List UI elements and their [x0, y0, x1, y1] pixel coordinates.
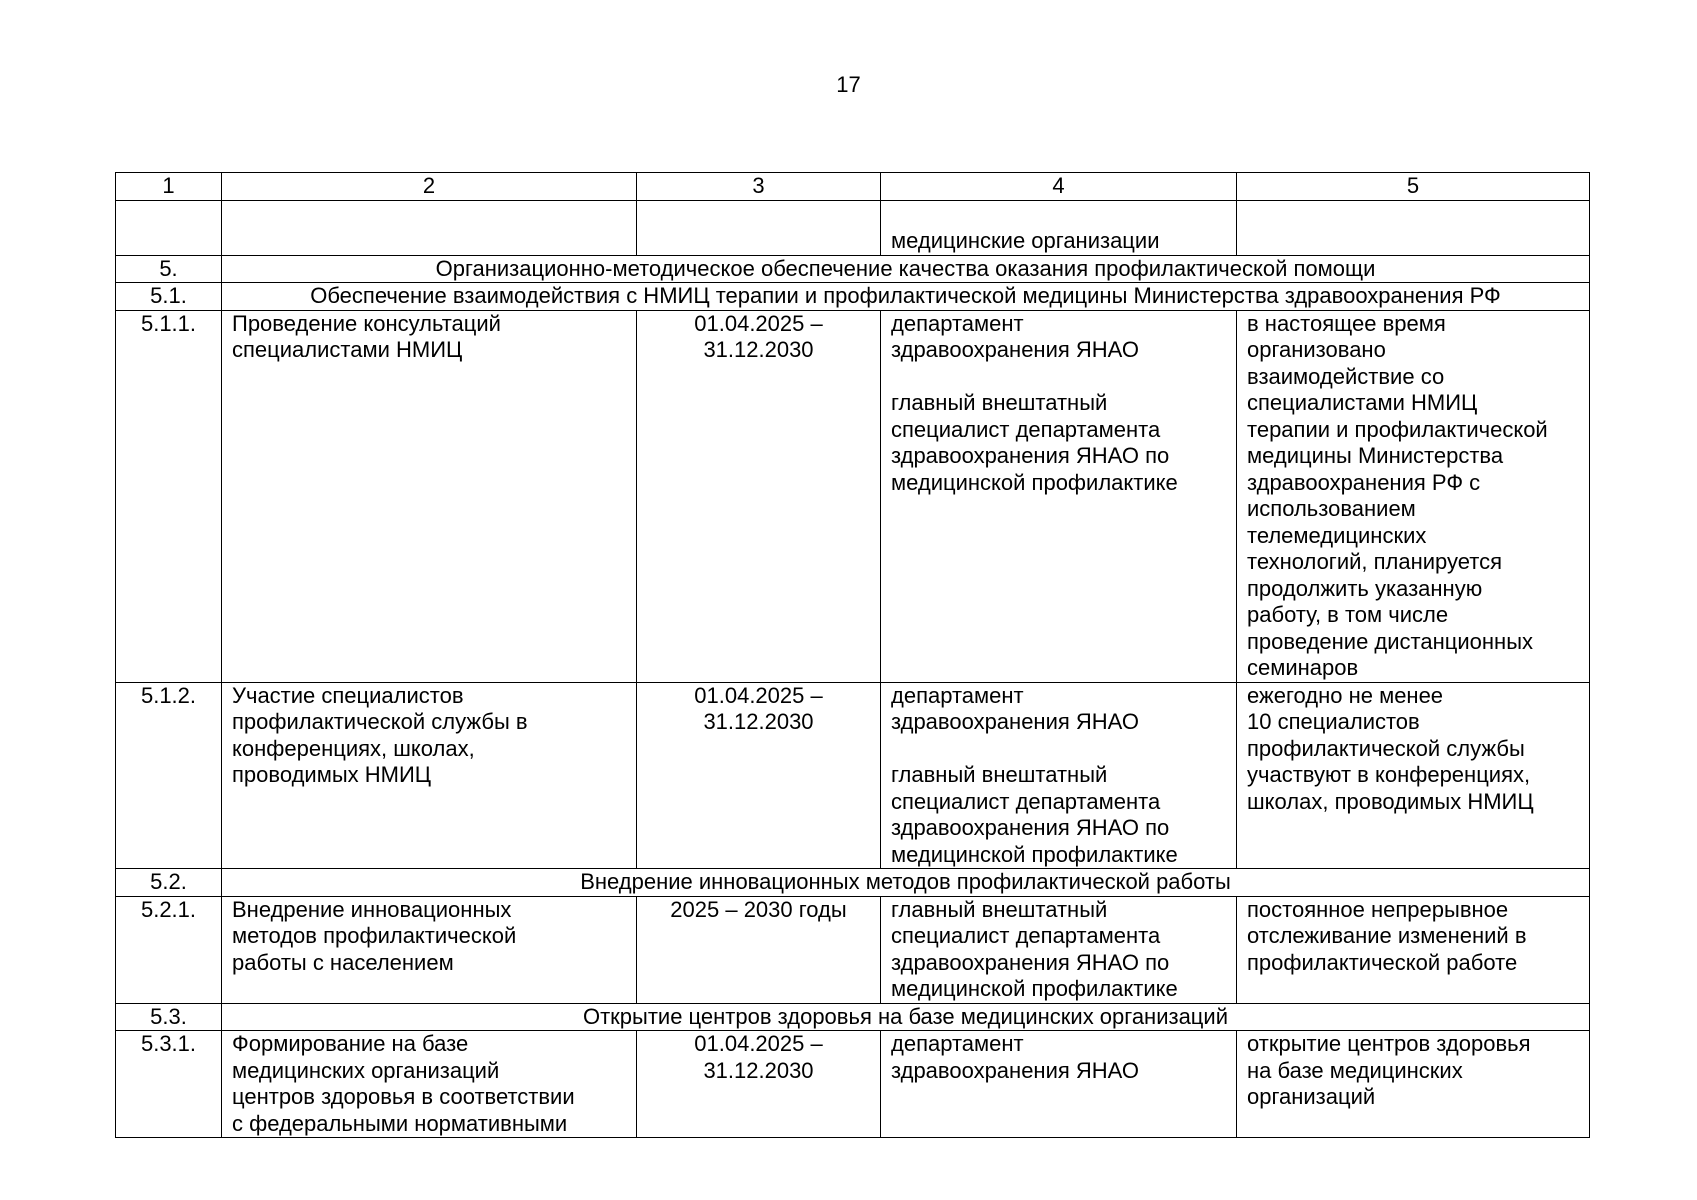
- measure-line: Формирование на базе: [232, 1031, 469, 1056]
- result-line: использованием: [1247, 496, 1416, 521]
- result-line: постоянное непрерывное: [1247, 896, 1509, 922]
- measure-line: специалистами НМИЦ: [232, 337, 463, 362]
- period-cell: [637, 896, 881, 1003]
- responsible-cell: [881, 682, 1237, 869]
- page-number: 17: [836, 72, 861, 97]
- measure-line: Внедрение инновационных: [232, 896, 512, 922]
- row-number: 5.3.1.: [116, 1031, 222, 1138]
- responsible-line: здравоохранения ЯНАО: [891, 1057, 1139, 1083]
- period-line: 01.04.2025 –: [694, 1031, 823, 1056]
- table-row-continuation: [116, 200, 1590, 255]
- responsible-line: здравоохранения ЯНАО: [891, 337, 1139, 362]
- cont-cell-responsible: медицинские организации: [881, 200, 1237, 255]
- responsible-line: департамент: [891, 682, 1024, 708]
- measure-cell: [222, 310, 637, 682]
- result-line: работу, в том числе: [1247, 602, 1449, 627]
- header-col-5: 5: [1237, 173, 1590, 201]
- measure-cell: [222, 1031, 637, 1138]
- measure-line: профилактической службы в: [232, 709, 528, 734]
- responsible-line: медицинской профилактике: [891, 469, 1178, 495]
- responsible-cell: [881, 310, 1237, 682]
- period-line: 01.04.2025 –: [694, 682, 823, 708]
- result-line: технологий, планируется: [1247, 549, 1503, 574]
- section-row-5-3: [116, 1003, 1590, 1031]
- header-col-4: 4: [881, 173, 1237, 201]
- result-line: на базе медицинских: [1247, 1057, 1463, 1083]
- result-line: в настоящее время: [1247, 310, 1446, 336]
- result-cell: [1237, 896, 1590, 1003]
- responsible-gap: [891, 736, 1226, 763]
- section-title: Внедрение инновационных методов профилактической работы: [222, 869, 1590, 897]
- header-col-3: 3: [637, 173, 881, 201]
- table-row-5-1-1: [116, 310, 1590, 682]
- header-col-1: 1: [116, 173, 222, 201]
- measure-line: Проведение консультаций: [232, 310, 501, 336]
- responsible-line: специалист департамента: [891, 416, 1161, 442]
- responsible-line: специалист департамента: [891, 923, 1161, 948]
- responsible-cell: [881, 896, 1237, 1003]
- period-cell: [637, 682, 881, 869]
- period-cell: [637, 310, 881, 682]
- measure-line: конференциях, школах,: [232, 735, 475, 761]
- responsible-cell: [881, 1031, 1237, 1138]
- measure-line: центров здоровья в соответствии: [232, 1084, 575, 1109]
- responsible-line: медицинской профилактике: [891, 976, 1178, 1001]
- result-line: ежегодно не менее: [1247, 682, 1444, 708]
- section-number: 5.: [116, 255, 222, 283]
- period-line: 31.12.2030: [703, 709, 814, 734]
- measure-line: медицинских организаций: [232, 1057, 500, 1083]
- row-number: 5.2.1.: [116, 896, 222, 1003]
- section-row-5-2: [116, 869, 1590, 897]
- plan-table: [115, 172, 1590, 1138]
- result-line: телемедицинских: [1247, 522, 1427, 548]
- result-line: организаций: [1247, 1084, 1376, 1109]
- section-title: Обеспечение взаимодействия с НМИЦ терапии и профилактической медицины Министерства здравоохранения РФ: [222, 283, 1590, 311]
- row-number: 5.1.2.: [116, 682, 222, 869]
- result-line: здравоохранения РФ с: [1247, 469, 1481, 495]
- responsible-line: здравоохранения ЯНАО по: [891, 815, 1170, 840]
- period-cell: [637, 1031, 881, 1138]
- period-line: 01.04.2025 –: [694, 310, 823, 336]
- result-line: организовано: [1247, 337, 1386, 362]
- measure-line: Участие специалистов: [232, 682, 464, 708]
- measure-line: с федеральными нормативными: [232, 1110, 568, 1136]
- header-col-2: 2: [222, 173, 637, 201]
- measure-line: методов профилактической: [232, 923, 517, 948]
- responsible-line: главный внештатный: [891, 390, 1108, 415]
- section-number: 5.3.: [116, 1003, 222, 1031]
- responsible-line: департамент: [891, 1031, 1024, 1056]
- result-cell: [1237, 1031, 1590, 1138]
- section-number: 5.1.: [116, 283, 222, 311]
- table-header-row: [116, 173, 1590, 201]
- responsible-line: здравоохранения ЯНАО: [891, 709, 1139, 734]
- result-line: специалистами НМИЦ: [1247, 390, 1478, 415]
- period-line: 31.12.2030: [703, 1057, 814, 1083]
- responsible-line: главный внештатный: [891, 762, 1108, 787]
- result-line: участвуют в конференциях,: [1247, 762, 1531, 787]
- result-line: проведение дистанционных: [1247, 628, 1534, 654]
- cont-cell-num: [116, 200, 222, 255]
- measure-line: работы с населением: [232, 949, 454, 975]
- period-line: 31.12.2030: [703, 337, 814, 362]
- result-line: профилактической службы: [1247, 735, 1525, 761]
- result-line: семинаров: [1247, 655, 1359, 680]
- section-row-5: [116, 255, 1590, 283]
- responsible-line: медицинской профилактике: [891, 841, 1178, 867]
- responsible-line: департамент: [891, 310, 1024, 336]
- cont-cell-result: [1237, 200, 1590, 255]
- table-row-5-1-2: [116, 682, 1590, 869]
- measure-line: проводимых НМИЦ: [232, 762, 432, 787]
- responsible-line: здравоохранения ЯНАО по: [891, 949, 1170, 975]
- row-number: 5.1.1.: [116, 310, 222, 682]
- result-line: 10 специалистов: [1247, 709, 1420, 734]
- responsible-line: здравоохранения ЯНАО по: [891, 443, 1170, 468]
- measure-cell: [222, 682, 637, 869]
- table-row-5-2-1: [116, 896, 1590, 1003]
- section-row-5-1: [116, 283, 1590, 311]
- result-line: терапии и профилактической: [1247, 416, 1548, 442]
- result-line: взаимодействие со: [1247, 363, 1445, 389]
- result-line: медицины Министерства: [1247, 443, 1504, 468]
- period-line: 2025 – 2030 годы: [670, 896, 847, 922]
- responsible-gap: [891, 364, 1226, 391]
- section-title: Открытие центров здоровья на базе медицинских организаций: [222, 1003, 1590, 1031]
- result-line: отслеживание изменений в: [1247, 923, 1527, 948]
- result-cell: [1237, 310, 1590, 682]
- result-cell: [1237, 682, 1590, 869]
- result-line: продолжить указанную: [1247, 575, 1483, 601]
- cont-cell-measure: [222, 200, 637, 255]
- cont-cell-period: [637, 200, 881, 255]
- responsible-line: специалист департамента: [891, 788, 1161, 814]
- measure-cell: [222, 896, 637, 1003]
- responsible-line: главный внештатный: [891, 896, 1108, 922]
- table-row-5-3-1: [116, 1031, 1590, 1138]
- result-line: профилактической работе: [1247, 949, 1518, 975]
- section-title: Организационно-методическое обеспечение качества оказания профилактической помощи: [222, 255, 1590, 283]
- result-line: школах, проводимых НМИЦ: [1247, 788, 1534, 814]
- section-number: 5.2.: [116, 869, 222, 897]
- result-line: открытие центров здоровья: [1247, 1031, 1531, 1056]
